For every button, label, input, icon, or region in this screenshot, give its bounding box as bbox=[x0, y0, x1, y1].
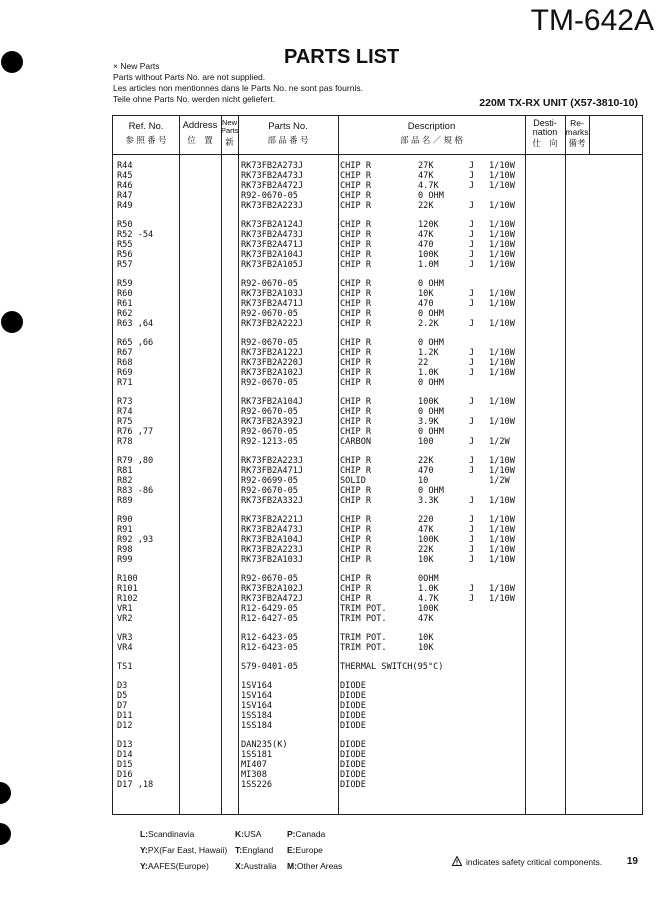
value: 1.0K bbox=[418, 584, 439, 594]
parts-no: R92-0670-05 bbox=[241, 574, 298, 584]
description: CHIP R bbox=[340, 535, 372, 545]
ref-no: R46 bbox=[117, 181, 133, 191]
value: 120K bbox=[418, 220, 439, 230]
value: 0 OHM bbox=[418, 486, 444, 496]
value: 10K bbox=[418, 555, 434, 565]
description: CHIP R bbox=[340, 309, 372, 319]
legend-item: M:Other Areas bbox=[287, 861, 343, 871]
tolerance: J bbox=[469, 496, 475, 506]
ref-no: D5 bbox=[117, 691, 128, 701]
legend-item: X:Australia bbox=[235, 861, 277, 871]
parts-no: RK73FB2A122J bbox=[241, 348, 304, 358]
rating: 1/10W bbox=[489, 181, 515, 191]
ref-no: D14 bbox=[117, 750, 133, 760]
ref-no: R47 bbox=[117, 191, 133, 201]
legend-col-2 bbox=[235, 826, 277, 874]
ref-no: D13 bbox=[117, 740, 133, 750]
value: 0 OHM bbox=[418, 279, 444, 289]
legend-item: Y:AAFES(Europe) bbox=[140, 861, 209, 871]
description: CHIP R bbox=[340, 417, 372, 427]
description: CHIP R bbox=[340, 240, 372, 250]
parts-no: R92-0670-05 bbox=[241, 378, 298, 388]
description: TRIM POT. bbox=[340, 614, 387, 624]
ref-no: D3 bbox=[117, 681, 128, 691]
description: CHIP R bbox=[340, 220, 372, 230]
ref-no: R52 -54 bbox=[117, 230, 154, 240]
value: 47K bbox=[418, 525, 434, 535]
tolerance: J bbox=[469, 584, 475, 594]
value: 0 OHM bbox=[418, 309, 444, 319]
tolerance: J bbox=[469, 299, 475, 309]
description: CHIP R bbox=[340, 319, 372, 329]
binder-hole bbox=[0, 823, 11, 845]
rating: 1/10W bbox=[489, 220, 515, 230]
parts-no: 1SV164 bbox=[241, 691, 273, 701]
description: CHIP R bbox=[340, 230, 372, 240]
legend-item: E:Europe bbox=[287, 845, 323, 855]
col-header-remarks: Re- marks 備考 bbox=[565, 118, 589, 148]
parts-no: RK73FB2A471J bbox=[241, 466, 304, 476]
value: 0 OHM bbox=[418, 427, 444, 437]
ref-no: R82 bbox=[117, 476, 133, 486]
rating: 1/10W bbox=[489, 368, 515, 378]
tolerance: J bbox=[469, 181, 475, 191]
rating: 1/10W bbox=[489, 230, 515, 240]
parts-no: 1SV164 bbox=[241, 681, 273, 691]
ref-no: D15 bbox=[117, 760, 133, 770]
tolerance: J bbox=[469, 240, 475, 250]
description: TRIM POT. bbox=[340, 633, 387, 643]
parts-no: RK73FB2A223J bbox=[241, 201, 304, 211]
rating: 1/10W bbox=[489, 456, 515, 466]
ref-no: D7 bbox=[117, 701, 128, 711]
description: CHIP R bbox=[340, 378, 372, 388]
description: CHIP R bbox=[340, 496, 372, 506]
parts-no: RK73FB2A102J bbox=[241, 368, 304, 378]
description: CHIP R bbox=[340, 358, 372, 368]
description: DIODE bbox=[340, 750, 366, 760]
parts-no: RK73FB2A473J bbox=[241, 525, 304, 535]
binder-hole bbox=[0, 782, 11, 804]
col-header-address: Address 位 置 bbox=[182, 120, 218, 145]
notes bbox=[113, 61, 363, 105]
ref-no: R69 bbox=[117, 368, 133, 378]
description: CHIP R bbox=[340, 486, 372, 496]
parts-no: R12-6423-05 bbox=[241, 643, 298, 653]
tolerance: J bbox=[469, 161, 475, 171]
ref-no: R81 bbox=[117, 466, 133, 476]
parts-no: DAN235(K) bbox=[241, 740, 288, 750]
ref-no: R102 bbox=[117, 594, 138, 604]
legend-item: Y:PX(Far East, Hawaii) bbox=[140, 845, 228, 855]
rating: 1/10W bbox=[489, 161, 515, 171]
parts-no: R92-0699-05 bbox=[241, 476, 298, 486]
parts-no: RK73FB2A273J bbox=[241, 161, 304, 171]
ref-no: R55 bbox=[117, 240, 133, 250]
ref-no: R78 bbox=[117, 437, 133, 447]
value: 3.9K bbox=[418, 417, 439, 427]
value: 0 OHM bbox=[418, 338, 444, 348]
ref-no: R76 ,77 bbox=[117, 427, 154, 437]
tolerance: J bbox=[469, 171, 475, 181]
rating: 1/10W bbox=[489, 466, 515, 476]
ref-no: R44 bbox=[117, 161, 133, 171]
ref-no: D12 bbox=[117, 721, 133, 731]
parts-no: R92-0670-05 bbox=[241, 338, 298, 348]
rating: 1/10W bbox=[489, 299, 515, 309]
parts-no: RK73FB2A221J bbox=[241, 515, 304, 525]
value: 4.7K bbox=[418, 594, 439, 604]
tolerance: J bbox=[469, 289, 475, 299]
parts-no: RK73FB2A104J bbox=[241, 250, 304, 260]
ref-no: D16 bbox=[117, 770, 133, 780]
parts-no: R92-0670-05 bbox=[241, 309, 298, 319]
value: 100 bbox=[418, 437, 434, 447]
ref-no: R101 bbox=[117, 584, 138, 594]
parts-no: RK73FB2A472J bbox=[241, 181, 304, 191]
tolerance: J bbox=[469, 417, 475, 427]
rating: 1/10W bbox=[489, 594, 515, 604]
parts-no: R92-0670-05 bbox=[241, 407, 298, 417]
binder-hole bbox=[1, 51, 23, 73]
parts-no: R92-0670-05 bbox=[241, 427, 298, 437]
parts-no: RK73FB2A392J bbox=[241, 417, 304, 427]
description: CHIP R bbox=[340, 545, 372, 555]
rating: 1/10W bbox=[489, 348, 515, 358]
parts-no: R92-0670-05 bbox=[241, 486, 298, 496]
ref-no: TS1 bbox=[117, 662, 133, 672]
value: 1.2K bbox=[418, 348, 439, 358]
ref-no: R74 bbox=[117, 407, 133, 417]
rating: 1/10W bbox=[489, 289, 515, 299]
parts-no: RK73FB2A223J bbox=[241, 545, 304, 555]
rating: 1/10W bbox=[489, 250, 515, 260]
parts-no: R92-0670-05 bbox=[241, 191, 298, 201]
parts-no: RK73FB2A471J bbox=[241, 299, 304, 309]
parts-no: R12-6423-05 bbox=[241, 633, 298, 643]
ref-no: R90 bbox=[117, 515, 133, 525]
tolerance: J bbox=[469, 456, 475, 466]
ref-no: R65 ,66 bbox=[117, 338, 154, 348]
ref-no: VR1 bbox=[117, 604, 133, 614]
rating: 1/2W bbox=[489, 476, 510, 486]
ref-no: R68 bbox=[117, 358, 133, 368]
parts-no: R92-0670-05 bbox=[241, 279, 298, 289]
page-title: PARTS LIST bbox=[284, 46, 400, 68]
ref-no: VR3 bbox=[117, 633, 133, 643]
parts-no: RK73FB2A104J bbox=[241, 397, 304, 407]
parts-no: RK73FB2A473J bbox=[241, 230, 304, 240]
legend-item: T:England bbox=[235, 845, 274, 855]
parts-no: R12-6427-05 bbox=[241, 614, 298, 624]
ref-no: R71 bbox=[117, 378, 133, 388]
ref-no: R61 bbox=[117, 299, 133, 309]
rating: 1/10W bbox=[489, 545, 515, 555]
ref-no: R50 bbox=[117, 220, 133, 230]
tolerance: J bbox=[469, 397, 475, 407]
value: 100K bbox=[418, 250, 439, 260]
tolerance: J bbox=[469, 230, 475, 240]
description: CHIP R bbox=[340, 250, 372, 260]
rating: 1/10W bbox=[489, 358, 515, 368]
value: 1.0K bbox=[418, 368, 439, 378]
value: 10K bbox=[418, 643, 434, 653]
ref-no: R98 bbox=[117, 545, 133, 555]
description: SOLID bbox=[340, 476, 366, 486]
parts-no: MI407 bbox=[241, 760, 267, 770]
description: DIODE bbox=[340, 780, 366, 790]
tolerance: J bbox=[469, 348, 475, 358]
tolerance: J bbox=[469, 358, 475, 368]
description: CHIP R bbox=[340, 348, 372, 358]
description: CHIP R bbox=[340, 201, 372, 211]
parts-no: RK73FB2A471J bbox=[241, 240, 304, 250]
description: TRIM POT. bbox=[340, 643, 387, 653]
tolerance: J bbox=[469, 250, 475, 260]
parts-no: 1SS184 bbox=[241, 721, 273, 731]
description: DIODE bbox=[340, 701, 366, 711]
value: 0OHM bbox=[418, 574, 439, 584]
parts-no: RK73FB2A223J bbox=[241, 456, 304, 466]
parts-no: RK73FB2A103J bbox=[241, 555, 304, 565]
value: 4.7K bbox=[418, 181, 439, 191]
value: 100K bbox=[418, 535, 439, 545]
description: CHIP R bbox=[340, 191, 372, 201]
model-number: TM-642A bbox=[530, 4, 654, 37]
description: CHIP R bbox=[340, 555, 372, 565]
col-header-ref: Ref. No. 参 照 番 号 bbox=[125, 121, 167, 145]
parts-no: 1SS184 bbox=[241, 711, 273, 721]
value: 10K bbox=[418, 633, 434, 643]
parts-no: RK73FB2A473J bbox=[241, 171, 304, 181]
value: 10 bbox=[418, 476, 429, 486]
ref-no: R92 ,93 bbox=[117, 535, 154, 545]
ref-no: VR4 bbox=[117, 643, 133, 653]
rating: 1/10W bbox=[489, 397, 515, 407]
tolerance: J bbox=[469, 555, 475, 565]
parts-no: 1SS226 bbox=[241, 780, 273, 790]
ref-no: R57 bbox=[117, 260, 133, 270]
rating: 1/10W bbox=[489, 584, 515, 594]
tolerance: J bbox=[469, 594, 475, 604]
ref-no: R73 bbox=[117, 397, 133, 407]
description: CARBON bbox=[340, 437, 372, 447]
ref-no: R75 bbox=[117, 417, 133, 427]
value: 47K bbox=[418, 230, 434, 240]
rating: 1/10W bbox=[489, 515, 515, 525]
value: 220 bbox=[418, 515, 434, 525]
rating: 1/10W bbox=[489, 171, 515, 181]
value: 0 OHM bbox=[418, 378, 444, 388]
rating: 1/10W bbox=[489, 260, 515, 270]
ref-no: R59 bbox=[117, 279, 133, 289]
value: 470 bbox=[418, 240, 434, 250]
parts-no: RK73FB2A104J bbox=[241, 535, 304, 545]
description: CHIP R bbox=[340, 299, 372, 309]
ref-no: D17 ,18 bbox=[117, 780, 154, 790]
description: CHIP R bbox=[340, 161, 372, 171]
unit-title: 220M TX-RX UNIT (X57-3810-10) bbox=[479, 97, 638, 109]
legend-col-3 bbox=[287, 826, 342, 874]
description: DIODE bbox=[340, 760, 366, 770]
rating: 1/2W bbox=[489, 437, 510, 447]
description: DIODE bbox=[340, 740, 366, 750]
description: CHIP R bbox=[340, 574, 372, 584]
description: CHIP R bbox=[340, 368, 372, 378]
page-number: 19 bbox=[626, 856, 638, 867]
rating: 1/10W bbox=[489, 319, 515, 329]
value: 470 bbox=[418, 299, 434, 309]
description: CHIP R bbox=[340, 427, 372, 437]
parts-table bbox=[112, 115, 643, 815]
value: 22K bbox=[418, 545, 434, 555]
description: CHIP R bbox=[340, 594, 372, 604]
col-header-destination: Desti- nation 仕 向 bbox=[532, 118, 558, 148]
rating: 1/10W bbox=[489, 201, 515, 211]
ref-no: R91 bbox=[117, 525, 133, 535]
legend-col-1 bbox=[140, 826, 227, 874]
col-header-description: Description 部 品 名 ／ 規 格 bbox=[400, 121, 463, 145]
tolerance: J bbox=[469, 525, 475, 535]
value: 470 bbox=[418, 466, 434, 476]
ref-no: R89 bbox=[117, 496, 133, 506]
legend-item: K:USA bbox=[235, 829, 262, 839]
col-header-parts-no: Parts No. 部 品 番 号 bbox=[267, 121, 309, 145]
value: 22K bbox=[418, 201, 434, 211]
ref-no: R60 bbox=[117, 289, 133, 299]
rating: 1/10W bbox=[489, 535, 515, 545]
tolerance: J bbox=[469, 201, 475, 211]
value: 100K bbox=[418, 604, 439, 614]
value: 47K bbox=[418, 614, 434, 624]
value: 22K bbox=[418, 456, 434, 466]
description: CHIP R bbox=[340, 584, 372, 594]
tolerance: J bbox=[469, 368, 475, 378]
ref-no: R79 ,80 bbox=[117, 456, 154, 466]
value: 2.2K bbox=[418, 319, 439, 329]
warning-triangle-icon bbox=[452, 856, 462, 866]
description: CHIP R bbox=[340, 456, 372, 466]
description: CHIP R bbox=[340, 289, 372, 299]
parts-no: MI308 bbox=[241, 770, 267, 780]
value: 0 OHM bbox=[418, 191, 444, 201]
tolerance: J bbox=[469, 319, 475, 329]
parts-no: RK73FB2A472J bbox=[241, 594, 304, 604]
value: 10K bbox=[418, 289, 434, 299]
tolerance: J bbox=[469, 535, 475, 545]
description: DIODE bbox=[340, 681, 366, 691]
value: 47K bbox=[418, 171, 434, 181]
description: DIODE bbox=[340, 711, 366, 721]
ref-no: R49 bbox=[117, 201, 133, 211]
ref-no: R83 -86 bbox=[117, 486, 154, 496]
parts-no: RK73FB2A103J bbox=[241, 289, 304, 299]
parts-no: RK73FB2A220J bbox=[241, 358, 304, 368]
description: TRIM POT. bbox=[340, 604, 387, 614]
tolerance: J bbox=[469, 437, 475, 447]
ref-no: R100 bbox=[117, 574, 138, 584]
binder-hole bbox=[1, 311, 23, 333]
legend-item: L:Scandinavia bbox=[140, 829, 195, 839]
value: 1.0M bbox=[418, 260, 439, 270]
description: CHIP R bbox=[340, 260, 372, 270]
parts-no: R12-6429-05 bbox=[241, 604, 298, 614]
description: CHIP R bbox=[340, 338, 372, 348]
description: CHIP R bbox=[340, 466, 372, 476]
description: THERMAL SWITCH(95°C) bbox=[340, 662, 444, 672]
parts-no: RK73FB2A124J bbox=[241, 220, 304, 230]
note-en: Parts without Parts No. are not supplied. bbox=[113, 72, 266, 82]
ref-no: D11 bbox=[117, 711, 133, 721]
ref-no: R45 bbox=[117, 171, 133, 181]
description: CHIP R bbox=[340, 279, 372, 289]
description: CHIP R bbox=[340, 525, 372, 535]
parts-no: RK73FB2A222J bbox=[241, 319, 304, 329]
tolerance: J bbox=[469, 515, 475, 525]
tolerance: J bbox=[469, 220, 475, 230]
description: CHIP R bbox=[340, 181, 372, 191]
value: 22 bbox=[418, 358, 429, 368]
value: 100K bbox=[418, 397, 439, 407]
value: 27K bbox=[418, 161, 434, 171]
description: CHIP R bbox=[340, 407, 372, 417]
rating: 1/10W bbox=[489, 555, 515, 565]
ref-no: R67 bbox=[117, 348, 133, 358]
rating: 1/10W bbox=[489, 496, 515, 506]
description: CHIP R bbox=[340, 397, 372, 407]
parts-no: RK73FB2A102J bbox=[241, 584, 304, 594]
note-de: Teile ohne Parts No. werden nicht geliefert. bbox=[113, 94, 276, 104]
ref-no: R56 bbox=[117, 250, 133, 260]
ref-no: R63 ,64 bbox=[117, 319, 154, 329]
value: 0 OHM bbox=[418, 407, 444, 417]
parts-no: RK73FB2A105J bbox=[241, 260, 304, 270]
safety-note: indicates safety critical components. bbox=[452, 856, 602, 867]
ref-no: R99 bbox=[117, 555, 133, 565]
tolerance: J bbox=[469, 260, 475, 270]
description: DIODE bbox=[340, 721, 366, 731]
tolerance: J bbox=[469, 466, 475, 476]
col-header-new-parts: New Parts 新 bbox=[221, 118, 239, 147]
description: CHIP R bbox=[340, 515, 372, 525]
rating: 1/10W bbox=[489, 417, 515, 427]
parts-no: 1SS181 bbox=[241, 750, 273, 760]
ref-no: R62 bbox=[117, 309, 133, 319]
rating: 1/10W bbox=[489, 240, 515, 250]
note-new-parts: × New Parts bbox=[113, 61, 160, 71]
parts-no: RK73FB2A332J bbox=[241, 496, 304, 506]
parts-no: S79-0401-05 bbox=[241, 662, 298, 672]
description: DIODE bbox=[340, 770, 366, 780]
parts-no: R92-1213-05 bbox=[241, 437, 298, 447]
rating: 1/10W bbox=[489, 525, 515, 535]
tolerance: J bbox=[469, 545, 475, 555]
value: 3.3K bbox=[418, 496, 439, 506]
parts-no: 1SV164 bbox=[241, 701, 273, 711]
legend-item: P:Canada bbox=[287, 829, 326, 839]
description: DIODE bbox=[340, 691, 366, 701]
note-fr: Les articles non mentionnes dans le Parts No. ne sont pas fournis. bbox=[113, 83, 363, 93]
description: CHIP R bbox=[340, 171, 372, 181]
ref-no: VR2 bbox=[117, 614, 133, 624]
